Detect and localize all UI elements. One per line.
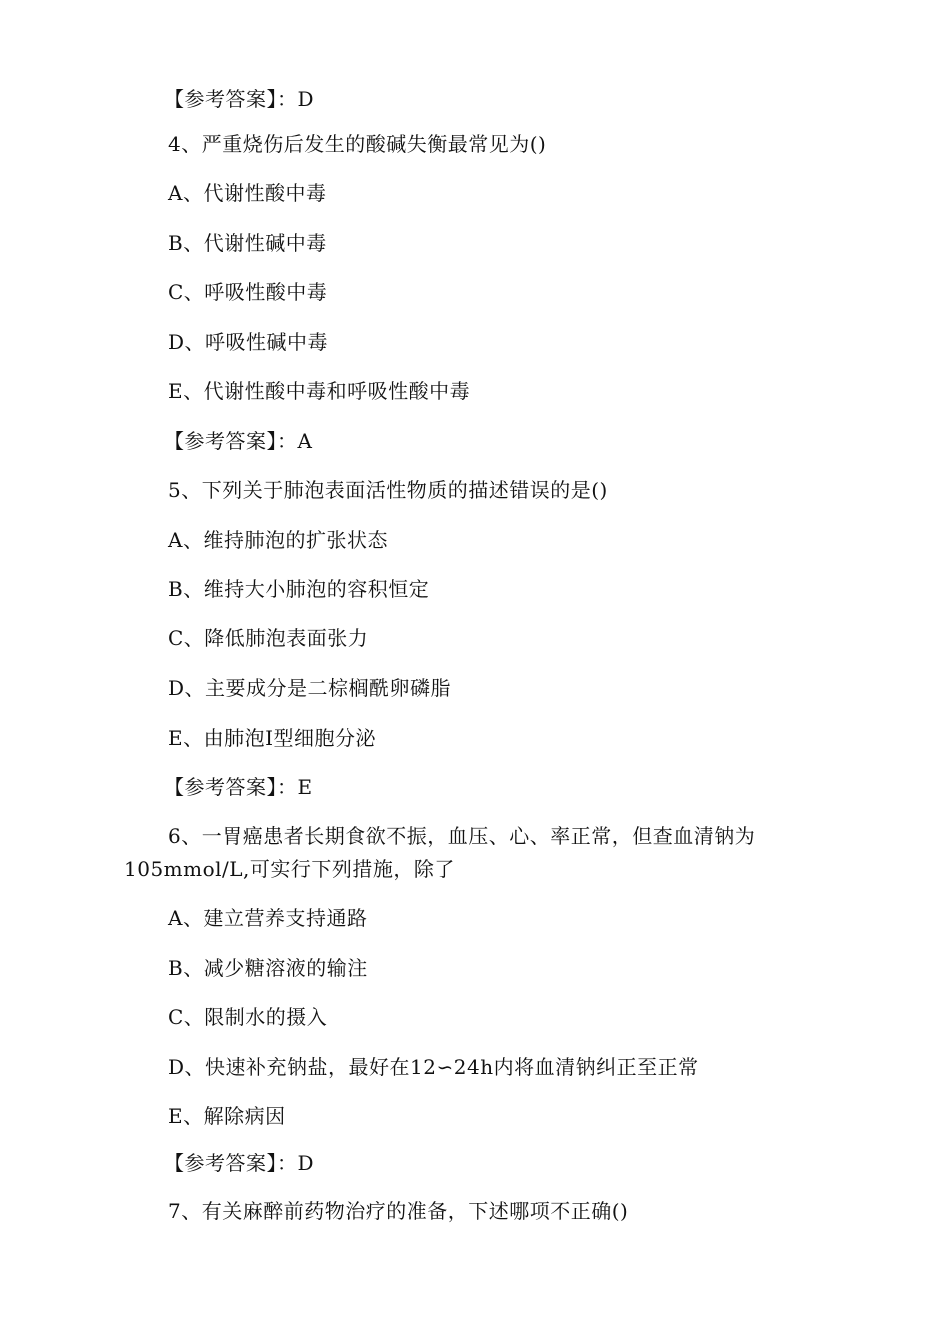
option-line: D、呼吸性碱中毒 xyxy=(168,330,329,354)
option-line: C、降低肺泡表面张力 xyxy=(168,626,369,650)
option-line: A、代谢性酸中毒 xyxy=(168,181,327,205)
answer-line: 【参考答案】：D xyxy=(164,87,315,111)
option-line: A、维持肺泡的扩张状态 xyxy=(168,528,388,552)
option-line: C、限制水的摄入 xyxy=(168,1005,328,1029)
option-line: D、主要成分是二棕榈酰卵磷脂 xyxy=(168,676,452,700)
option-line: E、由肺泡Ⅰ型细胞分泌 xyxy=(168,726,376,750)
question-line: 5、下列关于肺泡表面活性物质的描述错误的是() xyxy=(168,478,608,502)
question-line: 4、严重烧伤后发生的酸碱失衡最常见为() xyxy=(168,132,547,156)
option-line: A、建立营养支持通路 xyxy=(168,906,368,930)
answer-line: 【参考答案】：D xyxy=(164,1151,315,1175)
option-line: B、减少糖溶液的输注 xyxy=(168,956,368,980)
option-line: B、代谢性碱中毒 xyxy=(168,231,327,255)
option-line: C、呼吸性酸中毒 xyxy=(168,280,328,304)
option-line: B、维持大小肺泡的容积恒定 xyxy=(168,577,430,601)
question-line-continued: 105mmol/L,可实行下列措施，除了 xyxy=(124,857,455,881)
option-line: E、解除病因 xyxy=(168,1104,286,1128)
question-line: 6、一胃癌患者长期食欲不振，血压、心、率正常，但查血清钠为 xyxy=(168,824,756,848)
answer-line: 【参考答案】：E xyxy=(164,775,313,799)
question-line: 7、有关麻醉前药物治疗的准备，下述哪项不正确() xyxy=(168,1199,629,1223)
option-line: E、代谢性酸中毒和呼吸性酸中毒 xyxy=(168,379,471,403)
option-line: D、快速补充钠盐，最好在12∽24h内将血清钠纠正至正常 xyxy=(168,1055,699,1079)
answer-line: 【参考答案】：A xyxy=(164,429,313,453)
